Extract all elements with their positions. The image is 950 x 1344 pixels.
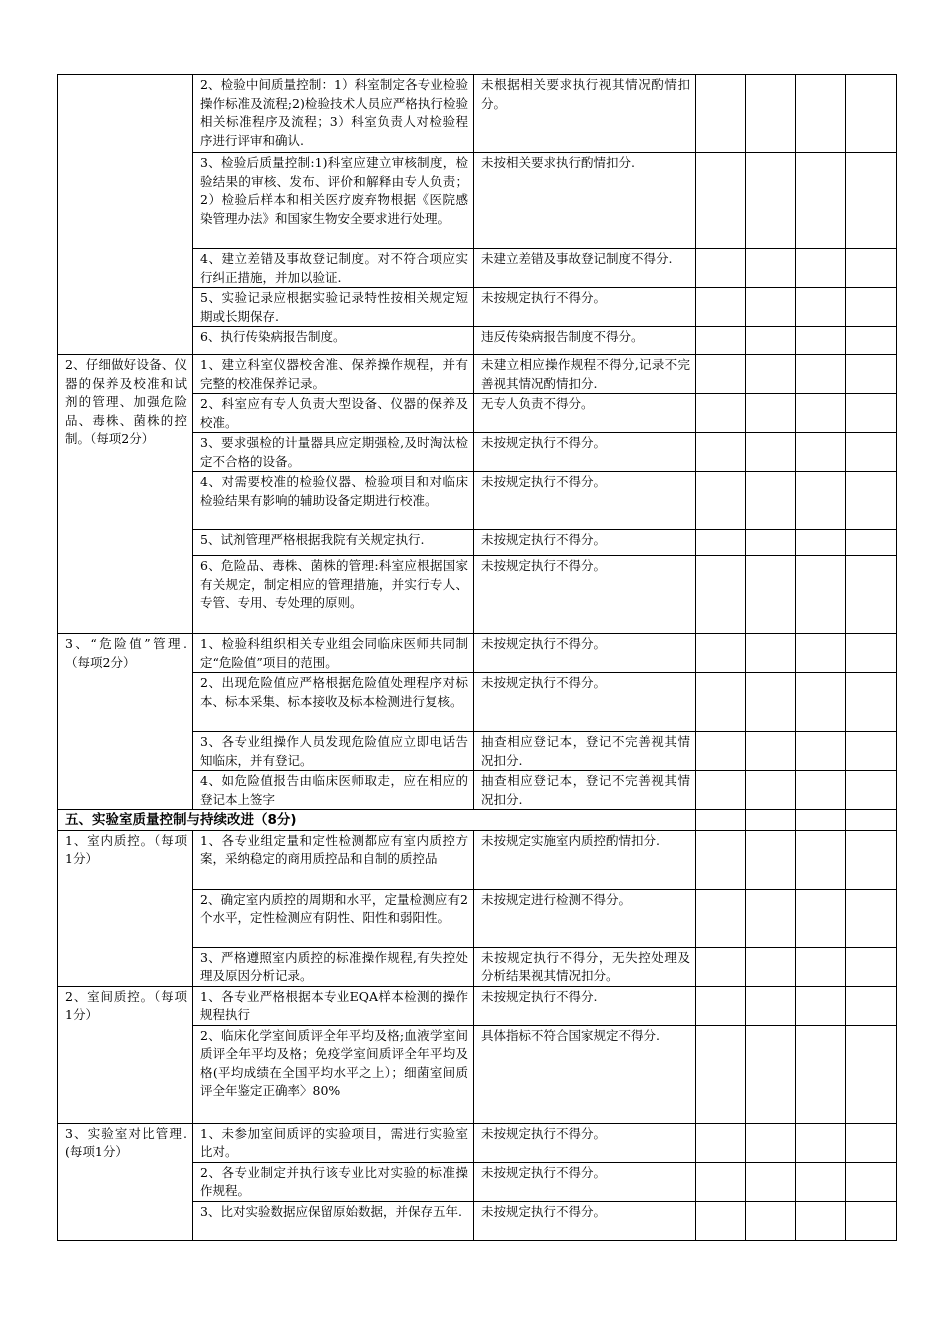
- score-cell: [696, 1025, 746, 1123]
- score-cell: [846, 889, 897, 947]
- table-row: [58, 830, 897, 889]
- score-cell: [796, 810, 846, 831]
- table-row: [58, 75, 897, 153]
- item-cell: 1、未参加室间质评的实验项目，需进行实验室比对。: [193, 1123, 474, 1162]
- score-cell: [696, 75, 746, 153]
- item-cell: 6、危险品、毒株、菌株的管理:科室应根据国家有关规定，制定相应的管理措施，并实行专人、专管、专用、专处理的原则。: [193, 556, 474, 634]
- score-cell: [746, 1123, 796, 1162]
- item-cell: 5、试剂管理严格根据我院有关规定执行.: [193, 530, 474, 556]
- criteria-cell: 未按规定执行不得分。: [474, 1201, 696, 1240]
- score-cell: [796, 1162, 846, 1201]
- score-cell: [746, 153, 796, 249]
- score-cell: [696, 889, 746, 947]
- criteria-cell: 未根据相关要求执行视其情况酌情扣分。: [474, 75, 696, 153]
- item-cell: 2、确定室内质控的周期和水平，定量检测应有2个水平，定性检测应有阴性、阳性和弱阳性。: [193, 889, 474, 947]
- score-cell: [796, 327, 846, 355]
- table-body-top: [58, 75, 897, 810]
- item-cell: 4、对需要校准的检验仪器、检验项目和对临床检验结果有影响的辅助设备定期进行校准。: [193, 472, 474, 530]
- criteria-cell: 未按规定执行不得分。: [474, 472, 696, 530]
- score-cell: [746, 1025, 796, 1123]
- criteria-cell: 未按规定执行不得分，无失控处理及分析结果视其情况扣分。: [474, 947, 696, 986]
- score-cell: [846, 433, 897, 472]
- criteria-cell: 未按相关要求执行酌情扣分.: [474, 153, 696, 249]
- score-cell: [696, 810, 746, 831]
- section-five-row: [58, 810, 897, 831]
- score-cell: [746, 673, 796, 732]
- score-cell: [846, 288, 897, 327]
- score-cell: [746, 889, 796, 947]
- score-cell: [796, 830, 846, 889]
- item-cell: 1、各专业严格根据本专业EQA样本检测的操作规程执行: [193, 986, 474, 1025]
- score-cell: [696, 327, 746, 355]
- item-cell: 3、严格遵照室内质控的标准操作规程,有失控处理及原因分析记录。: [193, 947, 474, 986]
- criteria-cell: 未按规定执行不得分。: [474, 1162, 696, 1201]
- item-cell: 1、检验科组织相关专业组会同临床医师共同制定“危险值”项目的范围。: [193, 634, 474, 673]
- category-cell: 1、室内质控。（每项1分）: [58, 830, 193, 986]
- criteria-cell: 无专人负责不得分。: [474, 394, 696, 433]
- score-cell: [846, 1025, 897, 1123]
- item-cell: 3、检验后质量控制:1)科室应建立审核制度，检验结果的审核、发布、评价和解释由专人负责；2）检验后样本和相关医疗废弃物根据《医院感染管理办法》和国家生物安全要求进行处理。: [193, 153, 474, 249]
- score-cell: [796, 288, 846, 327]
- score-cell: [746, 1201, 796, 1240]
- score-cell: [796, 1201, 846, 1240]
- category-cell: 3、“危险值”管理.（每项2分）: [58, 634, 193, 810]
- score-cell: [846, 394, 897, 433]
- criteria-cell: 未按规定执行不得分。: [474, 634, 696, 673]
- score-cell: [746, 947, 796, 986]
- score-cell: [696, 288, 746, 327]
- table-row: [58, 355, 897, 394]
- criteria-cell: 抽查相应登记本，登记不完善视其情况扣分.: [474, 771, 696, 810]
- item-cell: 3、各专业组操作人员发现危险值应立即电话告知临床，并有登记。: [193, 732, 474, 771]
- score-cell: [746, 830, 796, 889]
- score-cell: [796, 394, 846, 433]
- section-title: 五、实验室质量控制与持续改进（8分): [58, 810, 696, 831]
- table-body-bottom: [58, 830, 897, 1240]
- criteria-cell: 未按规定执行不得分。: [474, 433, 696, 472]
- item-cell: 2、检验中间质量控制：1）科室制定各专业检验操作标准及流程;2)检验技术人员应严格执行检验相关标准程序及流程；3）科室负责人对检验程序进行评审和确认.: [193, 75, 474, 153]
- category-cell: 2、室间质控。（每项1分）: [58, 986, 193, 1123]
- score-cell: [746, 394, 796, 433]
- score-cell: [696, 355, 746, 394]
- item-cell: 2、科室应有专人负责大型设备、仪器的保养及校准。: [193, 394, 474, 433]
- score-cell: [746, 472, 796, 530]
- score-cell: [846, 75, 897, 153]
- category-cell: 2、仔细做好设备、仪器的保养及校准和试剂的管理、加强危险品、毒株、菌株的控制。（每项2分）: [58, 355, 193, 634]
- criteria-cell: 未按规定执行不得分。: [474, 556, 696, 634]
- score-cell: [696, 1162, 746, 1201]
- score-cell: [746, 556, 796, 634]
- item-cell: 2、临床化学室间质评全年平均及格;血液学室间质评全年平均及格；免疫学室间质评全年平均及格(平均成绩在全国平均水平之上）；细菌室间质评全年鉴定正确率〉80%: [193, 1025, 474, 1123]
- score-cell: [696, 673, 746, 732]
- score-cell: [796, 355, 846, 394]
- score-cell: [746, 1162, 796, 1201]
- score-cell: [846, 249, 897, 288]
- item-cell: 2、各专业制定并执行该专业比对实验的标准操作规程。: [193, 1162, 474, 1201]
- item-cell: 4、如危险值报告由临床医师取走，应在相应的登记本上签字: [193, 771, 474, 810]
- table-row: [58, 986, 897, 1025]
- item-cell: 2、出现危险值应严格根据危险值处理程序对标本、标本采集、标本接收及标本检测进行复核。: [193, 673, 474, 732]
- score-cell: [796, 249, 846, 288]
- score-cell: [846, 1201, 897, 1240]
- quality-assessment-table: [57, 74, 897, 1241]
- score-cell: [696, 1201, 746, 1240]
- score-cell: [796, 673, 846, 732]
- item-cell: 3、比对实验数据应保留原始数据，并保存五年.: [193, 1201, 474, 1240]
- criteria-cell: 未按规定执行不得分。: [474, 1123, 696, 1162]
- score-cell: [696, 153, 746, 249]
- score-cell: [846, 1123, 897, 1162]
- item-cell: 1、建立科室仪器校舍准、保养操作规程，并有完整的校准保养记录。: [193, 355, 474, 394]
- score-cell: [796, 433, 846, 472]
- score-cell: [696, 556, 746, 634]
- score-cell: [796, 771, 846, 810]
- score-cell: [696, 1123, 746, 1162]
- score-cell: [746, 530, 796, 556]
- table-row: [58, 634, 897, 673]
- score-cell: [846, 947, 897, 986]
- score-cell: [696, 830, 746, 889]
- score-cell: [796, 530, 846, 556]
- score-cell: [846, 986, 897, 1025]
- criteria-cell: 未按规定执行不得分。: [474, 530, 696, 556]
- category-cell: 3、实验室对比管理.(每项1分）: [58, 1123, 193, 1240]
- score-cell: [846, 1162, 897, 1201]
- score-cell: [846, 830, 897, 889]
- score-cell: [846, 327, 897, 355]
- score-cell: [746, 327, 796, 355]
- criteria-cell: 抽查相应登记本，登记不完善视其情况扣分.: [474, 732, 696, 771]
- score-cell: [746, 249, 796, 288]
- score-cell: [746, 986, 796, 1025]
- score-cell: [846, 634, 897, 673]
- score-cell: [746, 288, 796, 327]
- item-cell: 3、要求强检的计量器具应定期强检,及时淘汰检定不合格的设备。: [193, 433, 474, 472]
- score-cell: [746, 75, 796, 153]
- score-cell: [696, 472, 746, 530]
- score-cell: [846, 771, 897, 810]
- score-cell: [696, 947, 746, 986]
- score-cell: [846, 673, 897, 732]
- item-cell: 6、执行传染病报告制度。: [193, 327, 474, 355]
- criteria-cell: 违反传染病报告制度不得分。: [474, 327, 696, 355]
- score-cell: [796, 1025, 846, 1123]
- score-cell: [796, 947, 846, 986]
- score-cell: [746, 771, 796, 810]
- score-cell: [696, 433, 746, 472]
- item-cell: 1、各专业组定量和定性检测都应有室内质控方案，采纳稳定的商用质控品和自制的质控品: [193, 830, 474, 889]
- criteria-cell: 未按规定进行检测不得分。: [474, 889, 696, 947]
- score-cell: [746, 732, 796, 771]
- item-cell: 5、实验记录应根据实验记录特性按相关规定短期或长期保存.: [193, 288, 474, 327]
- score-cell: [846, 556, 897, 634]
- score-cell: [796, 75, 846, 153]
- score-cell: [696, 249, 746, 288]
- criteria-cell: 未建立相应操作规程不得分,记录不完善视其情况酌情扣分.: [474, 355, 696, 394]
- score-cell: [696, 771, 746, 810]
- criteria-cell: 未建立差错及事故登记制度不得分.: [474, 249, 696, 288]
- item-cell: 4、建立差错及事故登记制度。对不符合项应实行纠正措施，并加以验证.: [193, 249, 474, 288]
- score-cell: [696, 986, 746, 1025]
- score-cell: [846, 355, 897, 394]
- score-cell: [796, 634, 846, 673]
- score-cell: [696, 530, 746, 556]
- score-cell: [796, 472, 846, 530]
- score-cell: [746, 810, 796, 831]
- score-cell: [796, 556, 846, 634]
- score-cell: [796, 889, 846, 947]
- score-cell: [846, 472, 897, 530]
- score-cell: [846, 530, 897, 556]
- score-cell: [746, 634, 796, 673]
- criteria-cell: 未按规定执行不得分。: [474, 673, 696, 732]
- category-cell: [58, 75, 193, 355]
- score-cell: [696, 634, 746, 673]
- criteria-cell: 未按规定执行不得分。: [474, 288, 696, 327]
- score-cell: [846, 153, 897, 249]
- score-cell: [796, 986, 846, 1025]
- table-row: [58, 1123, 897, 1162]
- score-cell: [696, 394, 746, 433]
- score-cell: [846, 732, 897, 771]
- criteria-cell: 未按规定执行不得分.: [474, 986, 696, 1025]
- score-cell: [746, 355, 796, 394]
- score-cell: [796, 732, 846, 771]
- criteria-cell: 未按规定实施室内质控酌情扣分.: [474, 830, 696, 889]
- score-cell: [796, 1123, 846, 1162]
- score-cell: [796, 153, 846, 249]
- score-cell: [746, 433, 796, 472]
- criteria-cell: 具体指标不符合国家规定不得分.: [474, 1025, 696, 1123]
- score-cell: [696, 732, 746, 771]
- score-cell: [846, 810, 897, 831]
